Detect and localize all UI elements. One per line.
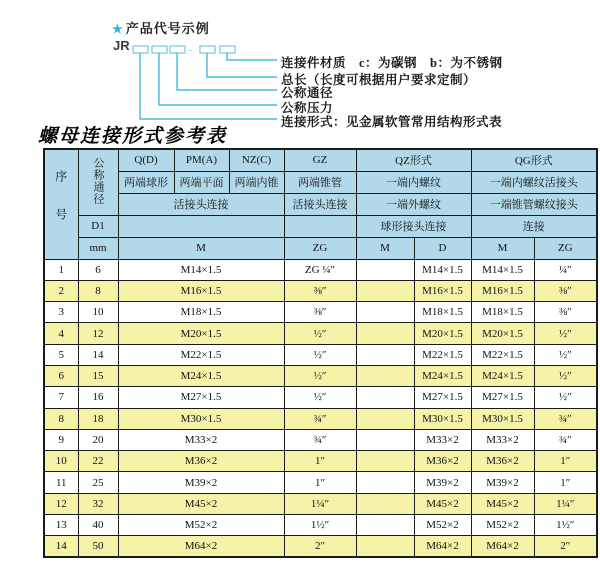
header-conn2-qz: 球形接头连接 — [356, 215, 471, 237]
cell-dn-mm: 15 — [78, 365, 118, 386]
cell-union-thread: M14×1.5 — [118, 259, 284, 280]
cell-qg-zg: ¾″ — [534, 408, 597, 429]
code-box-5 — [220, 46, 235, 53]
cell-qz-d: M14×1.5 — [414, 259, 471, 280]
cell-qz-d: M45×2 — [414, 493, 471, 514]
connector-line-form — [140, 53, 277, 119]
cell-serial: 7 — [44, 387, 78, 408]
cell-union-thread: M27×1.5 — [118, 387, 284, 408]
cell-qz-d: M52×2 — [414, 515, 471, 536]
cell-qg-m: M24×1.5 — [471, 365, 534, 386]
cell-qg-zg: 2″ — [534, 536, 597, 557]
cell-dn-mm: 10 — [78, 302, 118, 323]
legend-material: 连接件材质 c：为碳钢 b：为不锈钢 — [281, 56, 503, 70]
header-thread-qg-m: M — [471, 237, 534, 259]
cell-union-thread: M24×1.5 — [118, 365, 284, 386]
cell-dn-mm: 14 — [78, 344, 118, 365]
cell-qz-m — [356, 259, 414, 280]
cell-qg-zg: 1″ — [534, 472, 597, 493]
header-conn-gz: 活接头连接 — [284, 193, 356, 215]
code-box-2 — [152, 46, 167, 53]
cell-gz-zg: ⅜″ — [284, 280, 356, 301]
header-nominal-diameter: 公称通径 — [78, 149, 118, 215]
cell-qz-m — [356, 451, 414, 472]
cell-qg-zg: 1¼″ — [534, 493, 597, 514]
header-desc-nz: 两端内锥 — [229, 171, 284, 193]
cell-qg-m: M45×2 — [471, 493, 534, 514]
header-blank-gz — [284, 215, 356, 237]
cell-qz-d: M27×1.5 — [414, 387, 471, 408]
cell-qg-zg: ½″ — [534, 387, 597, 408]
header-thread-qz-m: M — [356, 237, 414, 259]
cell-serial: 11 — [44, 472, 78, 493]
cell-qg-zg: ½″ — [534, 323, 597, 344]
cell-qg-m: M22×1.5 — [471, 344, 534, 365]
cell-dn-mm: 25 — [78, 472, 118, 493]
cell-gz-zg: ½″ — [284, 344, 356, 365]
cell-qz-m — [356, 429, 414, 450]
cell-qg-zg: 1″ — [534, 451, 597, 472]
cell-qz-m — [356, 408, 414, 429]
cell-qz-m — [356, 280, 414, 301]
header-thread-zg: ZG — [284, 237, 356, 259]
header-desc-gz: 两端锥管 — [284, 171, 356, 193]
cell-gz-zg: 1″ — [284, 472, 356, 493]
cell-qg-m: M64×2 — [471, 536, 534, 557]
cell-gz-zg: ½″ — [284, 387, 356, 408]
cell-qg-m: M14×1.5 — [471, 259, 534, 280]
cell-dn-mm: 32 — [78, 493, 118, 514]
header-conn-qg: 一端锥管螺纹接头 — [471, 193, 597, 215]
cell-qz-d: M36×2 — [414, 451, 471, 472]
table-row — [44, 280, 597, 301]
cell-dn-mm: 16 — [78, 387, 118, 408]
code-separator: - — [189, 44, 193, 56]
cell-qz-d: M22×1.5 — [414, 344, 471, 365]
cell-serial: 12 — [44, 493, 78, 514]
cell-qg-m: M20×1.5 — [471, 323, 534, 344]
header-form-qd: Q(D) — [118, 149, 174, 171]
cell-qz-d: M64×2 — [414, 536, 471, 557]
cell-dn-mm: 12 — [78, 323, 118, 344]
cell-dn-mm: 20 — [78, 429, 118, 450]
cell-dn-mm: 6 — [78, 259, 118, 280]
cell-qg-zg: ¾″ — [534, 429, 597, 450]
table-row — [44, 323, 597, 344]
cell-qg-m: M33×2 — [471, 429, 534, 450]
cell-gz-zg: 1½″ — [284, 515, 356, 536]
cell-qg-m: M30×1.5 — [471, 408, 534, 429]
cell-union-thread: M52×2 — [118, 515, 284, 536]
table-title: 螺母连接形式参考表 — [38, 126, 228, 147]
cell-gz-zg: 1¼″ — [284, 493, 356, 514]
cell-serial: 3 — [44, 302, 78, 323]
code-box-1 — [133, 46, 148, 53]
cell-serial: 14 — [44, 536, 78, 557]
cell-dn-mm: 18 — [78, 408, 118, 429]
cell-qg-zg: ½″ — [534, 365, 597, 386]
cell-dn-mm: 8 — [78, 280, 118, 301]
cell-union-thread: M30×1.5 — [118, 408, 284, 429]
cell-qz-m — [356, 387, 414, 408]
table-row — [44, 365, 597, 386]
cell-qg-m: M36×2 — [471, 451, 534, 472]
cell-serial: 5 — [44, 344, 78, 365]
cell-qz-d: M30×1.5 — [414, 408, 471, 429]
table-row — [44, 493, 597, 514]
cell-qg-zg: 1½″ — [534, 515, 597, 536]
header-thread-qz-d: D — [414, 237, 471, 259]
table-row — [44, 302, 597, 323]
cell-gz-zg: ZG ¼″ — [284, 259, 356, 280]
cell-serial: 1 — [44, 259, 78, 280]
cell-qg-m: M27×1.5 — [471, 387, 534, 408]
header-form-nz: NZ(C) — [229, 149, 284, 171]
cell-qz-m — [356, 302, 414, 323]
cell-qg-m: M16×1.5 — [471, 280, 534, 301]
star-icon: ★ — [112, 22, 124, 36]
header-thread-qg-zg: ZG — [534, 237, 597, 259]
table-row — [44, 259, 597, 280]
header-serial: 序号 — [44, 149, 78, 259]
legend-pressure: 公称压力 — [281, 101, 334, 115]
cell-serial: 4 — [44, 323, 78, 344]
legend-diameter: 公称通径 — [281, 86, 334, 100]
cell-qz-m — [356, 365, 414, 386]
cell-serial: 6 — [44, 365, 78, 386]
header-d1: D1 — [78, 215, 118, 237]
code-box-3 — [170, 46, 185, 53]
table-row — [44, 536, 597, 557]
cell-qg-m: M39×2 — [471, 472, 534, 493]
header-conn-qz: 一端外螺纹 — [356, 193, 471, 215]
header-desc-pm: 两端平面 — [174, 171, 229, 193]
legend-length: 总长（长度可根据用户要求定制） — [281, 73, 477, 87]
cell-serial: 13 — [44, 515, 78, 536]
cell-qz-m — [356, 536, 414, 557]
cell-qg-m: M52×2 — [471, 515, 534, 536]
header-conn2-qg: 连接 — [471, 215, 597, 237]
header-blank-left — [118, 215, 284, 237]
cell-gz-zg: 1″ — [284, 451, 356, 472]
cell-dn-mm: 22 — [78, 451, 118, 472]
cell-qg-zg: ⅜″ — [534, 302, 597, 323]
connector-line-material — [227, 53, 277, 60]
table-header — [44, 149, 597, 259]
cell-gz-zg: 2″ — [284, 536, 356, 557]
header-form-qg: QG形式 — [471, 149, 597, 171]
cell-union-thread: M16×1.5 — [118, 280, 284, 301]
cell-qz-d: M20×1.5 — [414, 323, 471, 344]
header-form-gz: GZ — [284, 149, 356, 171]
cell-qz-m — [356, 515, 414, 536]
cell-union-thread: M20×1.5 — [118, 323, 284, 344]
code-prefix: JR — [113, 38, 130, 53]
cell-union-thread: M39×2 — [118, 472, 284, 493]
header-thread-m: M — [118, 237, 284, 259]
nut-connection-reference-table — [43, 148, 598, 558]
cell-qg-zg: ¼″ — [534, 259, 597, 280]
table-body — [44, 259, 597, 557]
cell-union-thread: M64×2 — [118, 536, 284, 557]
cell-qg-zg: ½″ — [534, 344, 597, 365]
cell-qg-zg: ⅜″ — [534, 280, 597, 301]
cell-union-thread: M22×1.5 — [118, 344, 284, 365]
cell-union-thread: M45×2 — [118, 493, 284, 514]
cell-union-thread: M33×2 — [118, 429, 284, 450]
cell-serial: 2 — [44, 280, 78, 301]
cell-qz-d: M18×1.5 — [414, 302, 471, 323]
header-desc-qz: 一端内螺纹 — [356, 171, 471, 193]
table-row — [44, 429, 597, 450]
cell-serial: 9 — [44, 429, 78, 450]
cell-qz-d: M16×1.5 — [414, 280, 471, 301]
cell-union-thread: M18×1.5 — [118, 302, 284, 323]
cell-qz-d: M24×1.5 — [414, 365, 471, 386]
table-row — [44, 344, 597, 365]
cell-gz-zg: ⅜″ — [284, 302, 356, 323]
header-desc-qd: 两端球形 — [118, 171, 174, 193]
header-form-pm: PM(A) — [174, 149, 229, 171]
cell-dn-mm: 40 — [78, 515, 118, 536]
table-row — [44, 408, 597, 429]
cell-gz-zg: ¾″ — [284, 408, 356, 429]
table-row — [44, 515, 597, 536]
cell-union-thread: M36×2 — [118, 451, 284, 472]
table-row — [44, 387, 597, 408]
diagram-heading-text: 产品代号示例 — [125, 21, 210, 36]
cell-dn-mm: 50 — [78, 536, 118, 557]
table-row — [44, 472, 597, 493]
cell-gz-zg: ½″ — [284, 323, 356, 344]
cell-serial: 8 — [44, 408, 78, 429]
cell-qz-m — [356, 344, 414, 365]
cell-gz-zg: ½″ — [284, 365, 356, 386]
cell-qz-m — [356, 493, 414, 514]
cell-qz-m — [356, 323, 414, 344]
connector-line-length — [207, 53, 277, 77]
cell-serial: 10 — [44, 451, 78, 472]
header-form-qz: QZ形式 — [356, 149, 471, 171]
cell-qz-d: M39×2 — [414, 472, 471, 493]
header-desc-qg: 一端内螺纹活接头 — [471, 171, 597, 193]
table-row — [44, 451, 597, 472]
legend-form: 连接形式：见金属软管常用结构形式表 — [281, 115, 503, 129]
code-box-4 — [200, 46, 215, 53]
cell-gz-zg: ¾″ — [284, 429, 356, 450]
header-conn-union: 活接头连接 — [118, 193, 284, 215]
cell-qz-m — [356, 472, 414, 493]
cell-qz-d: M33×2 — [414, 429, 471, 450]
cell-qg-m: M18×1.5 — [471, 302, 534, 323]
header-unit-mm: mm — [78, 237, 118, 259]
